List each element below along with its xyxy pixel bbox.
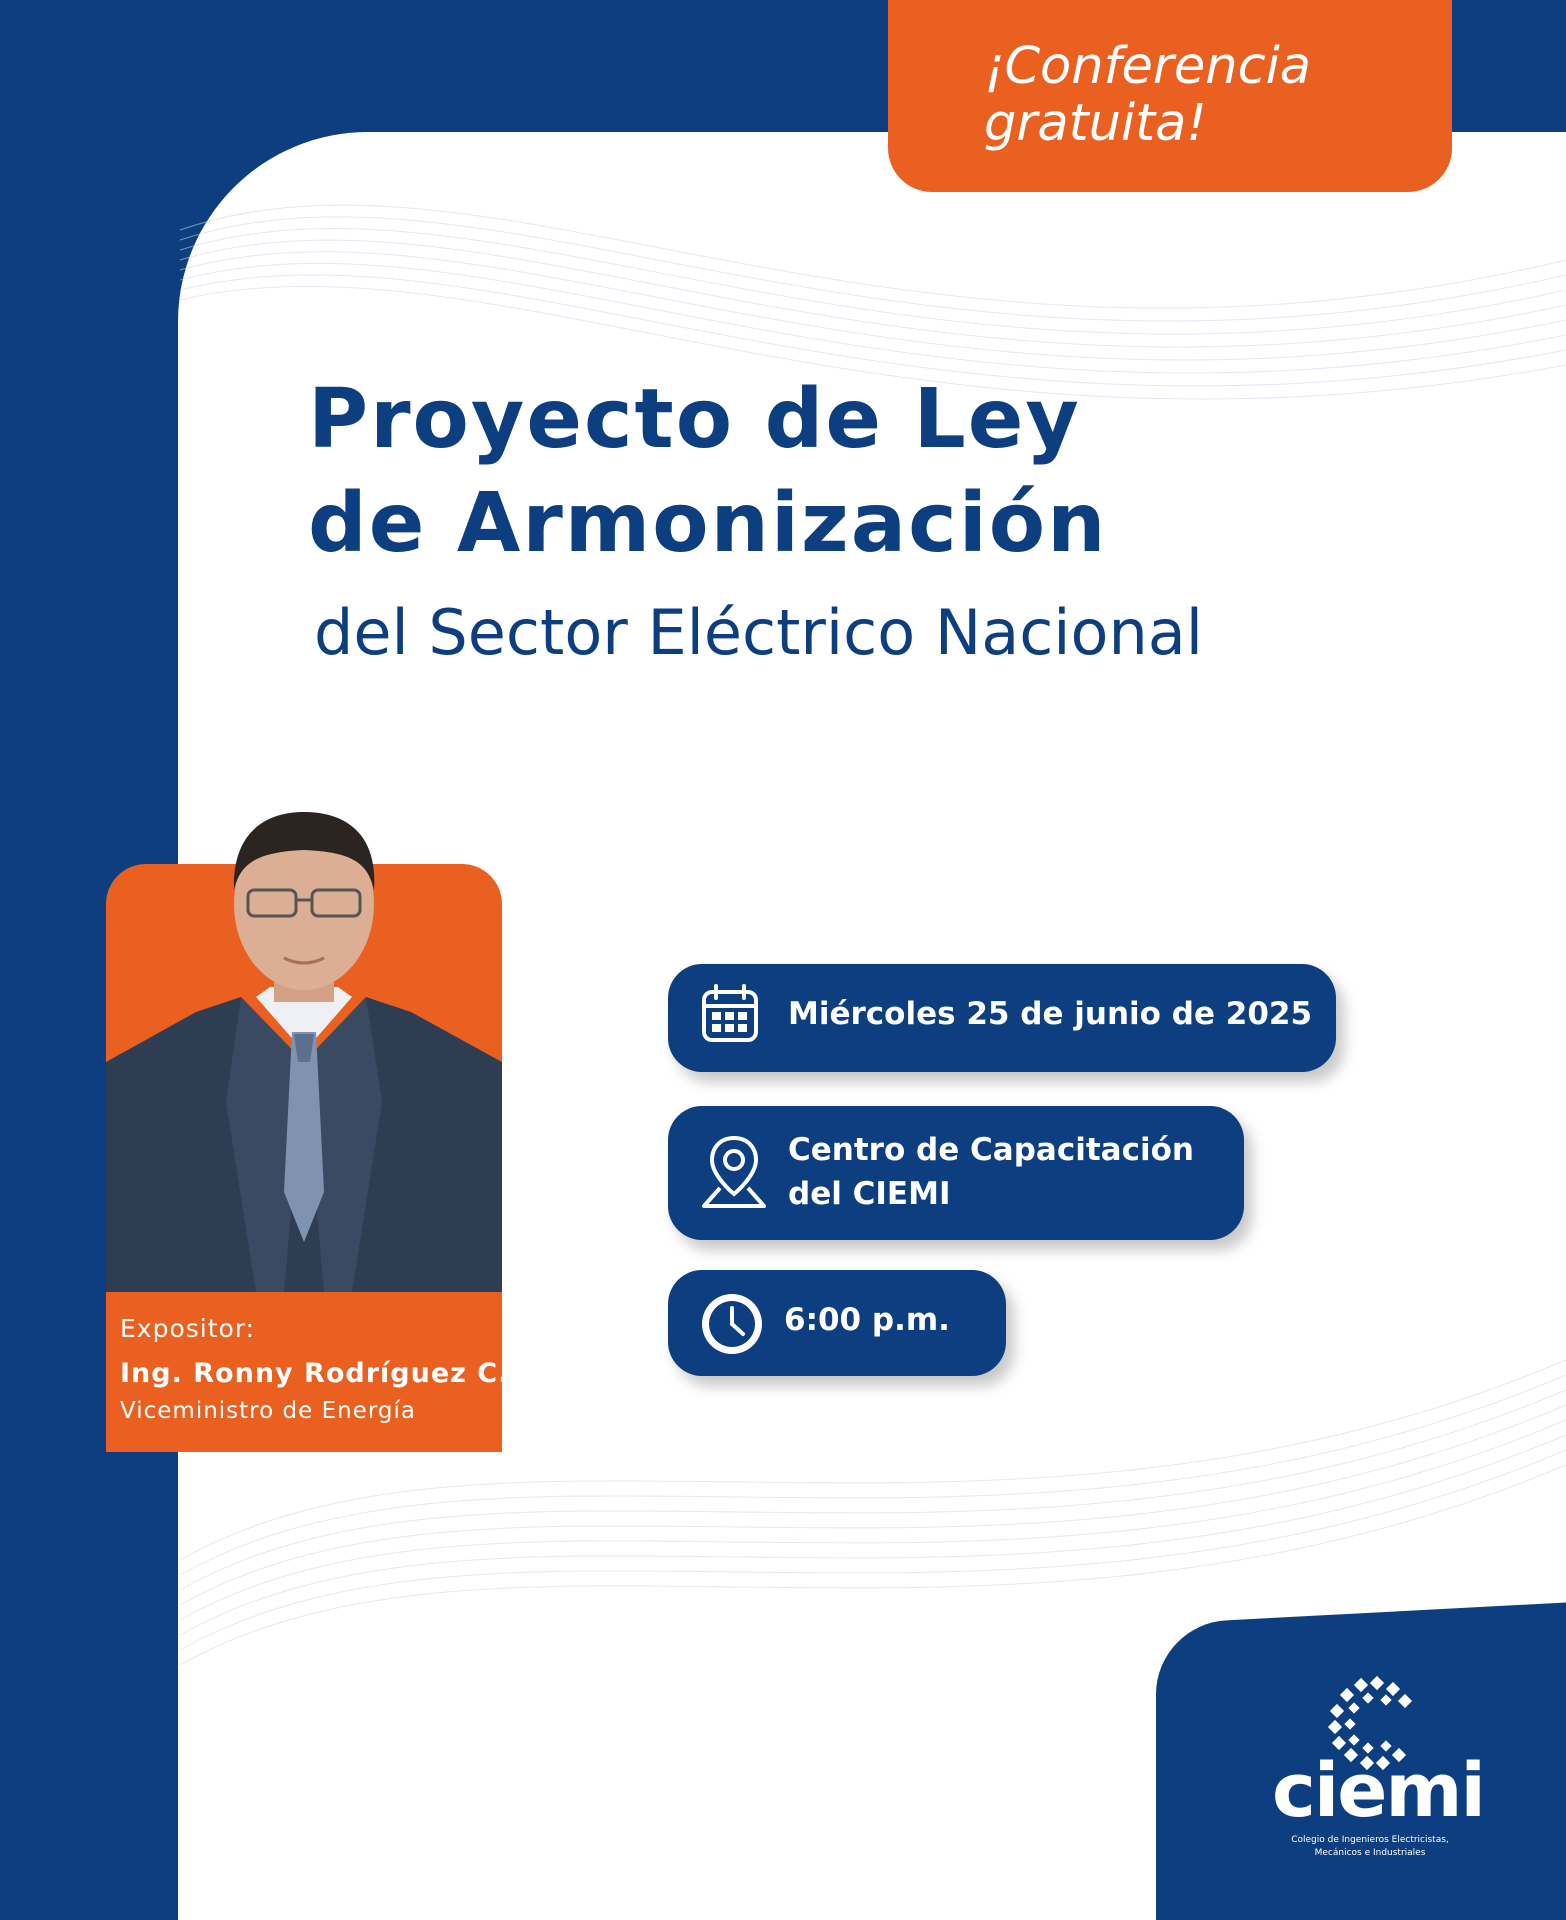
location-pill — [668, 1106, 1244, 1240]
location-line-2: del CIEMI — [788, 1176, 951, 1212]
event-date: Miércoles 25 de junio de 2025 — [788, 996, 1313, 1032]
event-time: 6:00 p.m. — [784, 1302, 950, 1338]
location-line-1: Centro de Capacitación — [788, 1132, 1194, 1168]
speaker-photo — [106, 772, 502, 1292]
logo-wordmark: ciemi — [1272, 1748, 1484, 1834]
speaker-label: Expositor: — [120, 1314, 256, 1343]
title-line-1: Proyecto de Ley — [308, 372, 1081, 467]
date-pill — [668, 964, 1336, 1072]
title-line-3: del Sector Eléctrico Nacional — [314, 596, 1203, 669]
clock-icon — [698, 1290, 766, 1358]
calendar-icon — [698, 982, 762, 1046]
speaker-name: Ing. Ronny Rodríguez C. — [120, 1358, 510, 1389]
logo-subtitle-line-1: Colegio de Ingenieros Electricistas, — [1291, 1835, 1449, 1845]
event-location — [788, 1128, 1194, 1216]
time-pill — [668, 1270, 1006, 1376]
title-line-2: de Armonización — [308, 476, 1108, 571]
logo-subtitle-line-2: Mecánicos e Industriales — [1314, 1848, 1426, 1858]
logo-subtitle — [1270, 1834, 1470, 1860]
location-pin-icon — [698, 1132, 770, 1212]
badge-line-1: ¡Conferencia — [984, 37, 1312, 96]
badge-line-2: gratuita! — [984, 94, 1207, 153]
badge-text — [984, 38, 1424, 152]
speaker-role: Viceministro de Energía — [120, 1398, 416, 1424]
